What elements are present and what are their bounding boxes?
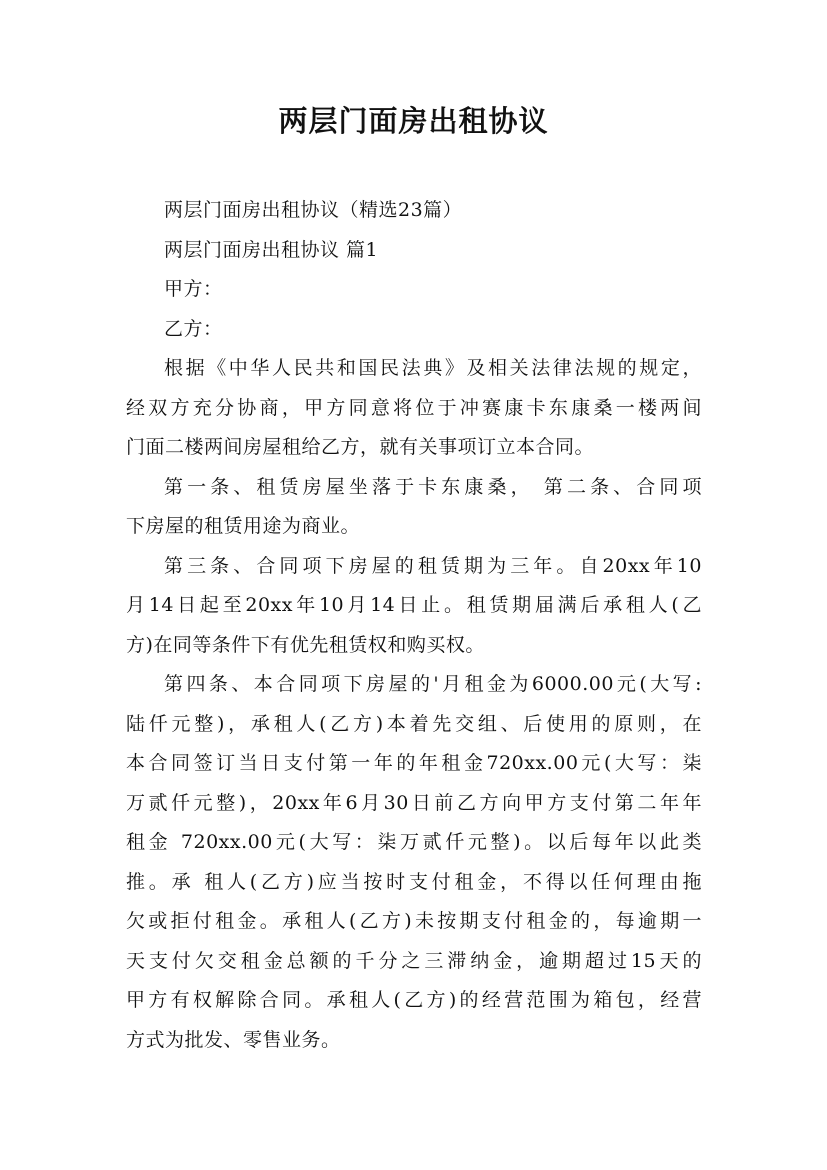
body-line: 租金 720xx.00元(大写：柒万贰仟元整)。以后每年以此类 xyxy=(126,831,702,853)
body-line: 万贰仟元整)，20xx年6月30日前乙方向甲方支付第二年年 xyxy=(126,791,702,814)
body-line: 两层门面房出租协议 篇1 xyxy=(164,238,379,261)
body-line: 月14日起至20xx年10月14日止。租赁期届满后承租人(乙 xyxy=(126,594,702,616)
body-text xyxy=(126,191,702,1060)
body-line: 甲方有权解除合同。承租人(乙方)的经营范围为箱包，经营 xyxy=(126,989,702,1011)
body-line: 两层门面房出租协议（精选23篇） xyxy=(164,199,463,221)
document-title: 两层门面房出租协议 xyxy=(278,104,549,138)
body-line: 陆仟元整)，承租人(乙方)本着先交组、后使用的原则，在 xyxy=(126,712,702,735)
body-line: 第一条、租赁房屋坐落于卡东康桑， 第二条、合同项 xyxy=(164,475,702,498)
body-line: 下房屋的租赁用途为商业。 xyxy=(126,515,361,537)
document-body xyxy=(126,191,702,1060)
body-line: 本合同签订当日支付第一年的年租金720xx.00元(大写：柒 xyxy=(126,752,702,774)
body-line: 方式为批发、零售业务。 xyxy=(126,1028,341,1051)
body-line: 第三条、合同项下房屋的租赁期为三年。自20xx年10 xyxy=(164,554,702,577)
body-line: 甲方： xyxy=(164,278,223,300)
body-line: 乙方： xyxy=(164,317,223,340)
body-line: 第四条、本合同项下房屋的'月租金为6000.00元(大写: xyxy=(164,673,702,695)
body-line: 门面二楼两间房屋租给乙方，就有关事项订立本合同。 xyxy=(126,436,595,458)
body-line: 欠或拒付租金。承租人(乙方)未按期支付租金的，每逾期一 xyxy=(126,910,702,932)
body-line: 方)在同等条件下有优先租赁权和购买权。 xyxy=(126,633,485,656)
body-line: 天支付欠交租金总额的千分之三滞纳金，逾期超过15天的 xyxy=(126,949,702,972)
body-line: 经双方充分协商，甲方同意将位于冲赛康卡东康桑一楼两间 xyxy=(126,396,702,419)
body-line: 根据《中华人民共和国民法典》及相关法律法规的规定， xyxy=(164,357,702,379)
body-line: 推。承 租人(乙方)应当按时支付租金，不得以任何理由拖 xyxy=(126,870,702,893)
